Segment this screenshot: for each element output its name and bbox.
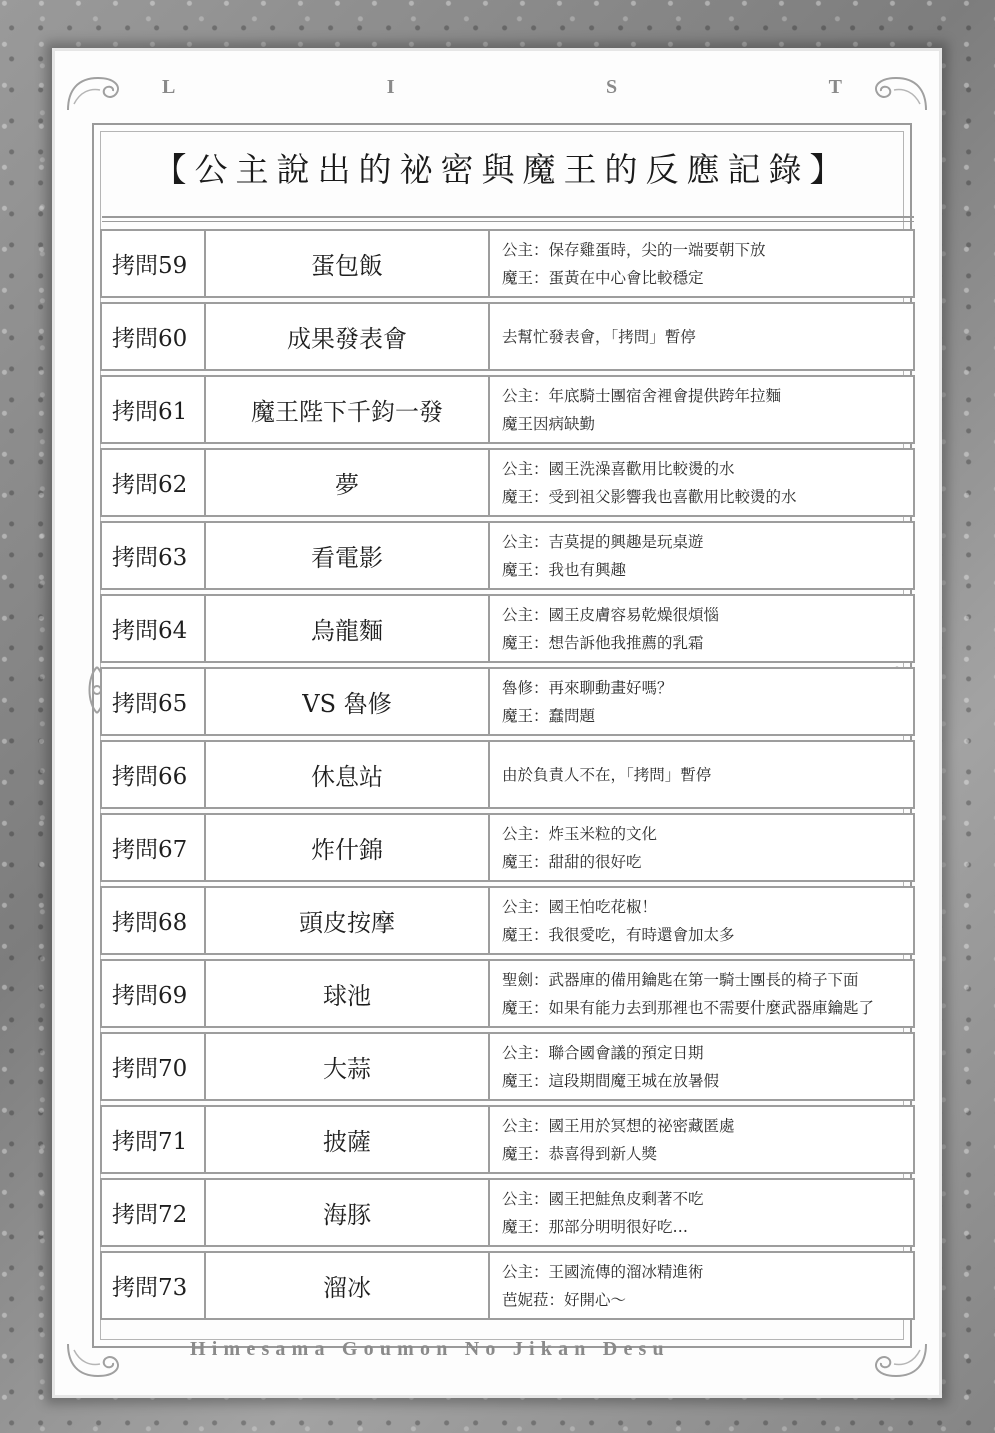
record-line: 公主：吉莫提的興趣是玩桌遊 bbox=[502, 532, 704, 551]
chapter-number: 拷問60 bbox=[102, 304, 206, 369]
table-row bbox=[100, 813, 915, 882]
record-line: 公主：國王把鮭魚皮剩著不吃 bbox=[502, 1189, 704, 1208]
table-row bbox=[100, 1251, 915, 1320]
table-row bbox=[100, 959, 915, 1028]
record-line: 魔王因病缺勤 bbox=[502, 414, 596, 433]
record-line: 魔王：恭喜得到新人獎 bbox=[502, 1144, 658, 1163]
chapter-title: 大蒜 bbox=[206, 1034, 490, 1099]
corner-ornament-icon bbox=[64, 1340, 134, 1384]
table-row bbox=[100, 448, 915, 517]
chapter-title: 魔王陛下千鈞一發 bbox=[206, 377, 490, 442]
table-row bbox=[100, 229, 915, 298]
chapter-title: 球池 bbox=[206, 961, 490, 1026]
record-line: 公主：保存雞蛋時，尖的一端要朝下放 bbox=[502, 240, 766, 259]
header-letter: L bbox=[162, 75, 176, 98]
record-line: 公主：國王皮膚容易乾燥很煩惱 bbox=[502, 605, 720, 624]
secret-record bbox=[490, 523, 913, 588]
secret-record bbox=[490, 231, 913, 296]
record-line: 魔王：甜甜的很好吃 bbox=[502, 852, 642, 871]
secret-record bbox=[490, 888, 913, 953]
chapter-number: 拷問69 bbox=[102, 961, 206, 1026]
title-divider bbox=[102, 216, 914, 222]
chapter-number: 拷問68 bbox=[102, 888, 206, 953]
chapter-number: 拷問71 bbox=[102, 1107, 206, 1172]
record-line: 魔王：這段期間魔王城在放暑假 bbox=[502, 1071, 720, 1090]
chapter-number: 拷問62 bbox=[102, 450, 206, 515]
header-letter: T bbox=[828, 75, 842, 98]
header-letter: S bbox=[606, 75, 618, 98]
record-line: 公主：國王怕吃花椒！ bbox=[502, 897, 658, 916]
record-line: 由於負責人不在，「拷問」暫停 bbox=[502, 765, 712, 784]
secret-record bbox=[490, 961, 913, 1026]
table-row bbox=[100, 1178, 915, 1247]
page-title: 【公主說出的祕密與魔王的反應記錄】 bbox=[153, 150, 851, 189]
chapter-title: 蛋包飯 bbox=[206, 231, 490, 296]
chapter-number: 拷問65 bbox=[102, 669, 206, 734]
chapter-title: 溜冰 bbox=[206, 1253, 490, 1318]
record-line: 公主：國王用於冥想的祕密藏匿處 bbox=[502, 1116, 735, 1135]
record-line: 公主：聯合國會議的預定日期 bbox=[502, 1043, 704, 1062]
table-row bbox=[100, 1032, 915, 1101]
corner-ornament-icon bbox=[860, 1340, 930, 1384]
secret-record bbox=[490, 742, 913, 807]
chapter-title: 看電影 bbox=[206, 523, 490, 588]
chapter-number: 拷問72 bbox=[102, 1180, 206, 1245]
chapter-number: 拷問70 bbox=[102, 1034, 206, 1099]
chapter-title: 炸什錦 bbox=[206, 815, 490, 880]
chapter-title: 休息站 bbox=[206, 742, 490, 807]
record-line: 公主：王國流傳的溜冰精進術 bbox=[502, 1262, 704, 1281]
record-line: 魔王：我很愛吃，有時還會加太多 bbox=[502, 925, 735, 944]
secret-record bbox=[490, 596, 913, 661]
record-table bbox=[100, 229, 915, 1324]
footer-series-title: Himesama Goumon No Jikan Desu bbox=[190, 1338, 670, 1360]
table-row bbox=[100, 521, 915, 590]
record-line: 公主：年底騎士團宿舍裡會提供跨年拉麵 bbox=[502, 386, 782, 405]
chapter-number: 拷問73 bbox=[102, 1253, 206, 1318]
record-line: 魔王：蛋黃在中心會比較穩定 bbox=[502, 268, 704, 287]
record-line: 魯修：再來聊動畫好嗎？ bbox=[502, 678, 673, 697]
secret-record bbox=[490, 304, 913, 369]
header-letter: I bbox=[386, 75, 395, 98]
record-line: 公主：國王洗澡喜歡用比較燙的水 bbox=[502, 459, 735, 478]
chapter-title: 海豚 bbox=[206, 1180, 490, 1245]
secret-record bbox=[490, 1253, 913, 1318]
chapter-title: 夢 bbox=[206, 450, 490, 515]
record-line: 魔王：蠢問題 bbox=[502, 706, 596, 725]
table-row bbox=[100, 886, 915, 955]
chapter-number: 拷問66 bbox=[102, 742, 206, 807]
chapter-number: 拷問59 bbox=[102, 231, 206, 296]
secret-record bbox=[490, 450, 913, 515]
record-line: 去幫忙發表會，「拷問」暫停 bbox=[502, 327, 696, 346]
table-row bbox=[100, 375, 915, 444]
table-row bbox=[100, 302, 915, 371]
record-line: 公主：炸玉米粒的文化 bbox=[502, 824, 658, 843]
secret-record bbox=[490, 1107, 913, 1172]
chapter-number: 拷問63 bbox=[102, 523, 206, 588]
table-row bbox=[100, 594, 915, 663]
table-row bbox=[100, 1105, 915, 1174]
record-line: 魔王：想告訴他我推薦的乳霜 bbox=[502, 633, 704, 652]
record-line: 魔王：那部分明明很好吃… bbox=[502, 1217, 689, 1236]
table-row bbox=[100, 667, 915, 736]
chapter-title: 披薩 bbox=[206, 1107, 490, 1172]
secret-record bbox=[490, 815, 913, 880]
chapter-number: 拷問67 bbox=[102, 815, 206, 880]
secret-record bbox=[490, 1034, 913, 1099]
secret-record bbox=[490, 1180, 913, 1245]
record-line: 聖劍：武器庫的備用鑰匙在第一騎士團長的椅子下面 bbox=[502, 970, 859, 989]
paper-sheet bbox=[52, 48, 942, 1398]
list-header bbox=[162, 72, 842, 102]
chapter-title: 烏龍麵 bbox=[206, 596, 490, 661]
chapter-number: 拷問64 bbox=[102, 596, 206, 661]
record-line: 魔王：受到祖父影響我也喜歡用比較燙的水 bbox=[502, 487, 797, 506]
record-line: 芭妮菈：好開心～ bbox=[502, 1290, 627, 1309]
chapter-title: 頭皮按摩 bbox=[206, 888, 490, 953]
chapter-number: 拷問61 bbox=[102, 377, 206, 442]
table-row bbox=[100, 740, 915, 809]
record-line: 魔王：我也有興趣 bbox=[502, 560, 627, 579]
secret-record bbox=[490, 669, 913, 734]
record-line: 魔王：如果有能力去到那裡也不需要什麼武器庫鑰匙了 bbox=[502, 998, 875, 1017]
chapter-title: 成果發表會 bbox=[206, 304, 490, 369]
secret-record bbox=[490, 377, 913, 442]
corner-ornament-icon bbox=[64, 70, 134, 114]
corner-ornament-icon bbox=[860, 70, 930, 114]
chapter-title: VS 魯修 bbox=[206, 669, 490, 734]
